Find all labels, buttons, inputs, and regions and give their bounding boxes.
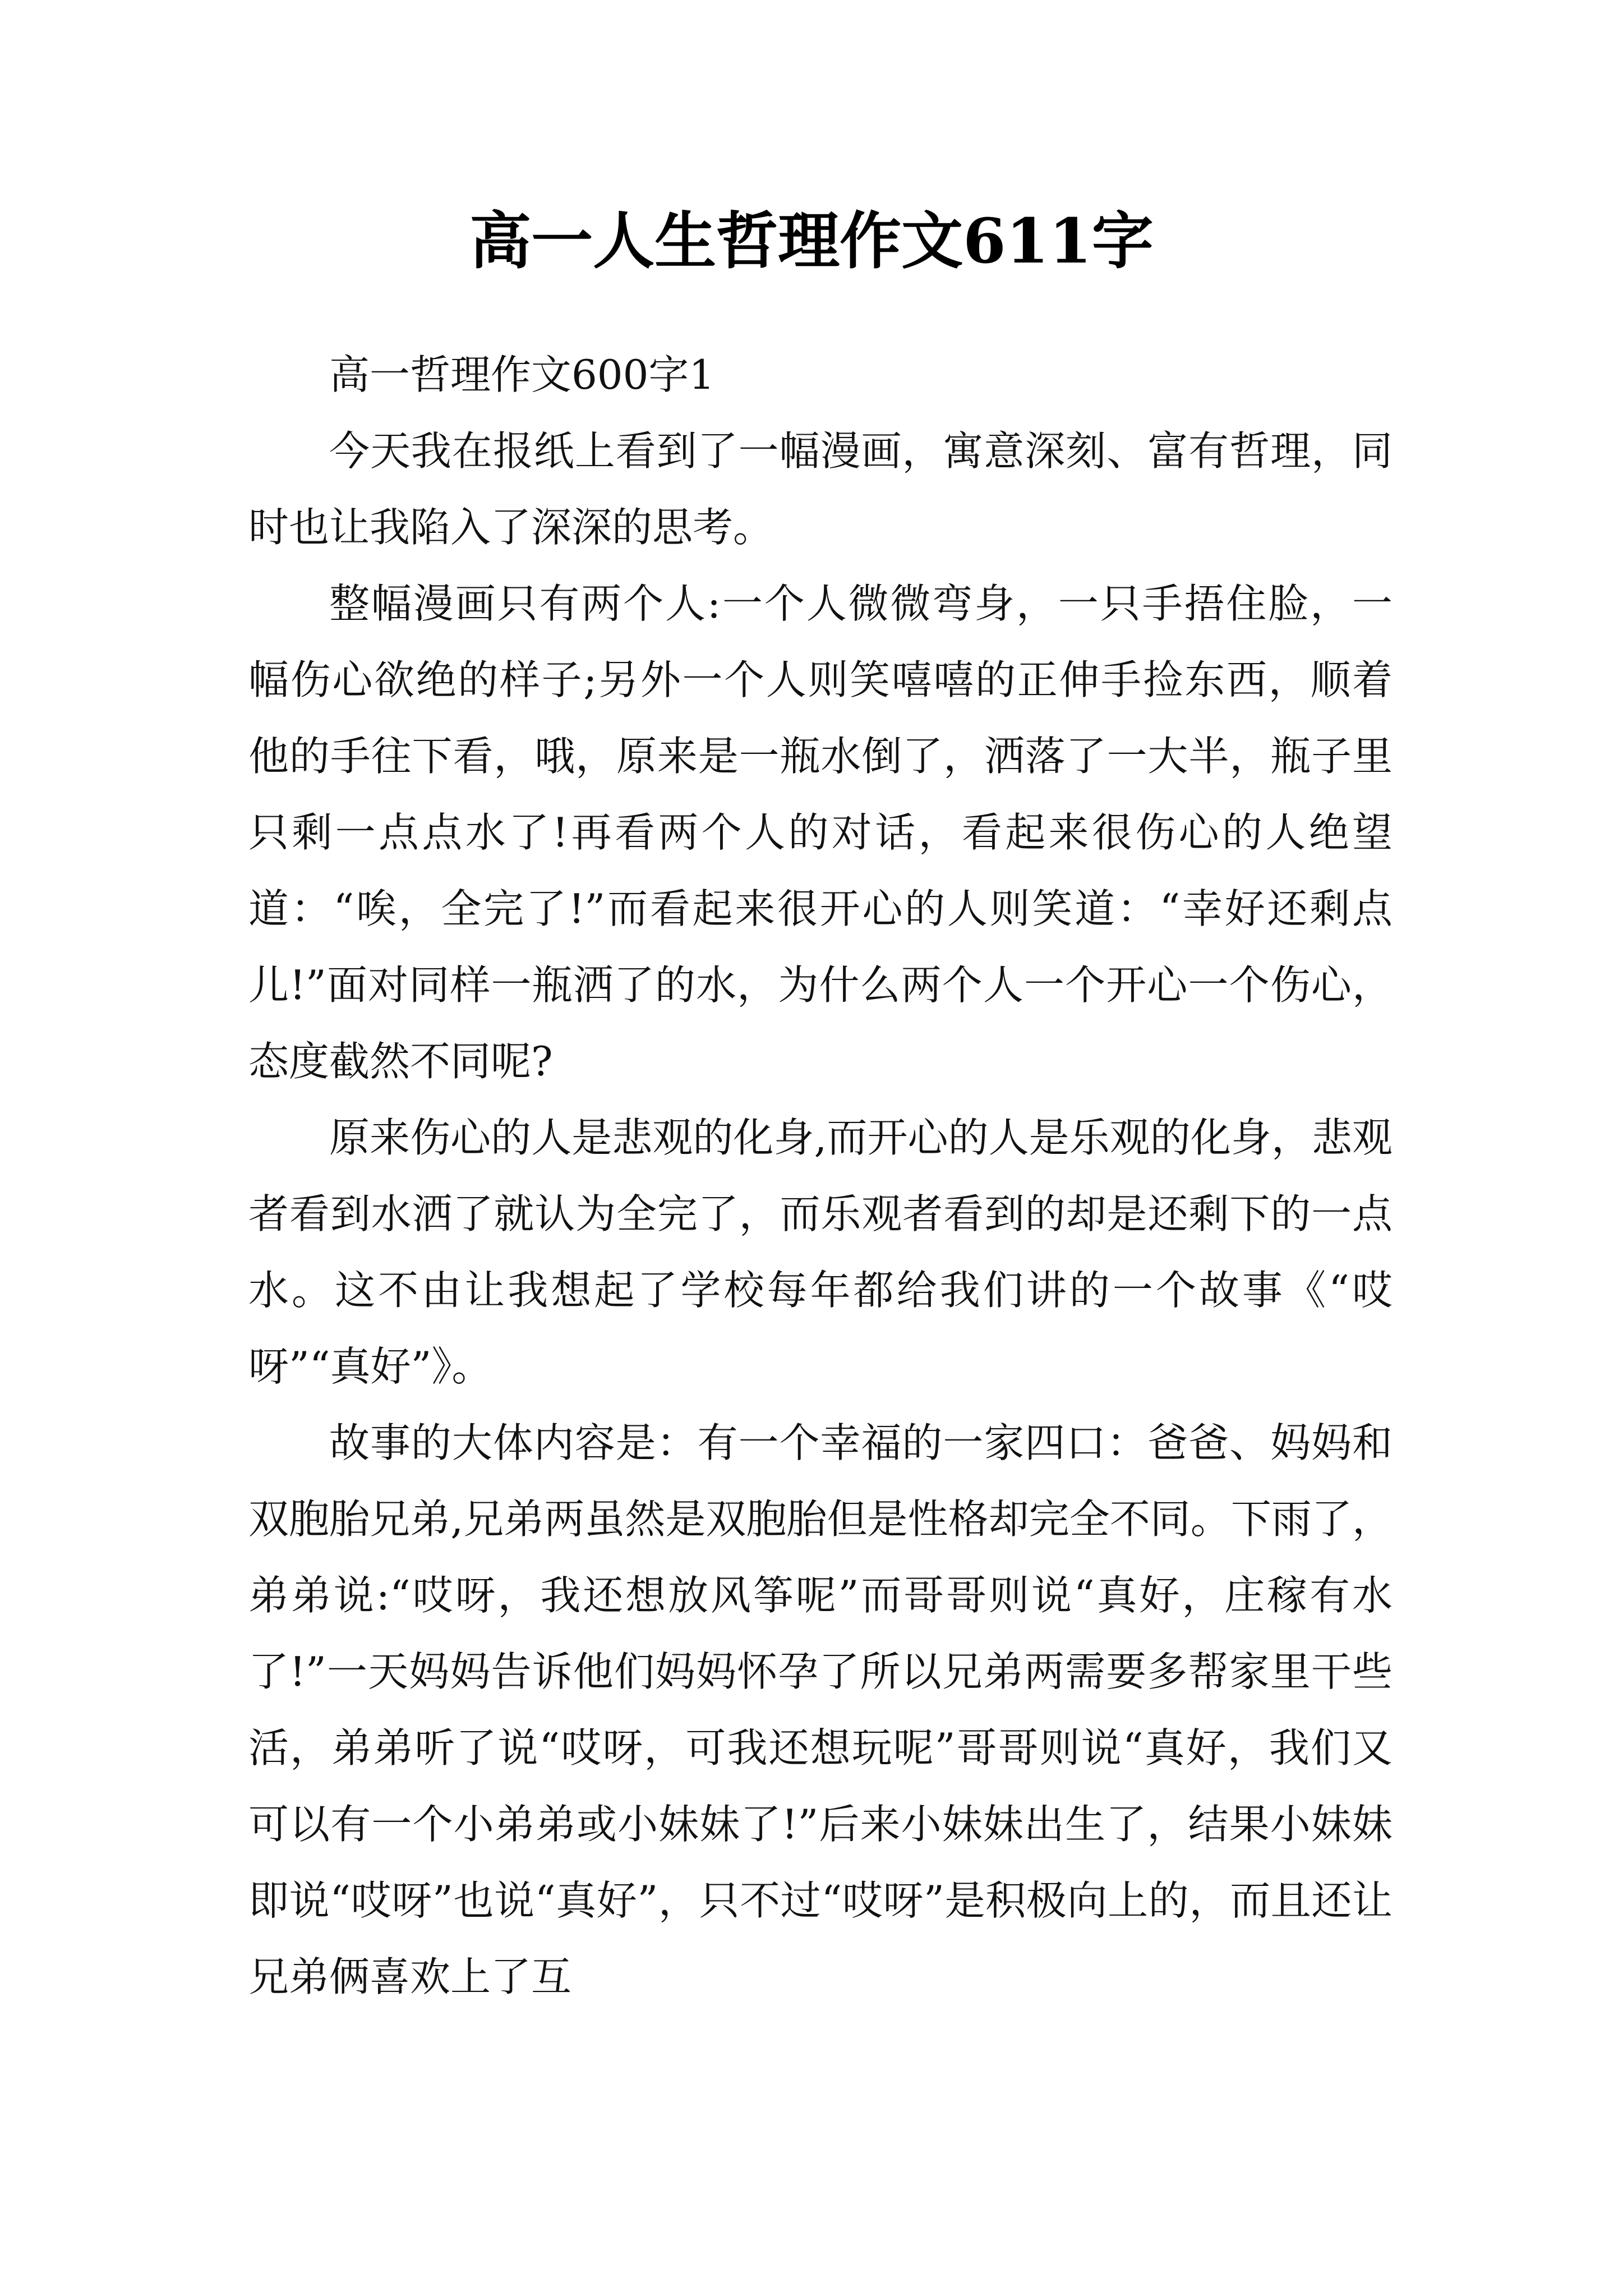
document-body [248,337,1393,2015]
paragraph: 故事的大体内容是：有一个幸福的一家四口：爸爸、妈妈和双胞胎兄弟,兄弟两虽然是双胞胎但是性格却完全不同。下雨了，弟弟说:“哎呀，我还想放风筝呢”而哥哥则说“真好，庄稼有水了!”一天妈妈告诉他们妈妈怀孕了所以兄弟两需要多帮家里干些活，弟弟听了说“哎呀，可我还想玩呢”哥哥则说“真好，我们又可以有一个小弟弟或小妹妹了!”后来小妹妹出生了，结果小妹妹即说“哎呀”也说“真好”，只不过“哎呀”是积极向上的，而且还让兄弟俩喜欢上了互 [248,1419,1393,2000]
paragraph: 整幅漫画只有两个人:一个人微微弯身，一只手捂住脸，一幅伤心欲绝的样子;另外一个人则笑嘻嘻的正伸手捡东西，顺着他的手往下看，哦，原来是一瓶水倒了，洒落了一大半，瓶子里只剩一点点水了!再看两个人的对话，看起来很伤心的人绝望道：“唉，全完了!”而看起来很开心的人则笑道：“幸好还剩点儿!”面对同样一瓶洒了的水，为什么两个人一个开心一个伤心，态度截然不同呢? [248,580,1393,1085]
paragraph: 原来伤心的人是悲观的化身,而开心的人是乐观的化身，悲观者看到水洒了就认为全完了，而乐观者看到的却是还剩下的一点水。这不由让我想起了学校每年都给我们讲的一个故事《“哎呀”“真好”》。 [248,1114,1393,1390]
section-heading: 高一哲理作文600字1 [329,351,715,398]
paragraph: 今天我在报纸上看到了一幅漫画，寓意深刻、富有哲理，同时也让我陷入了深深的思考。 [248,427,1393,551]
document-title: 高一人生哲理作文611字 [469,205,1154,277]
